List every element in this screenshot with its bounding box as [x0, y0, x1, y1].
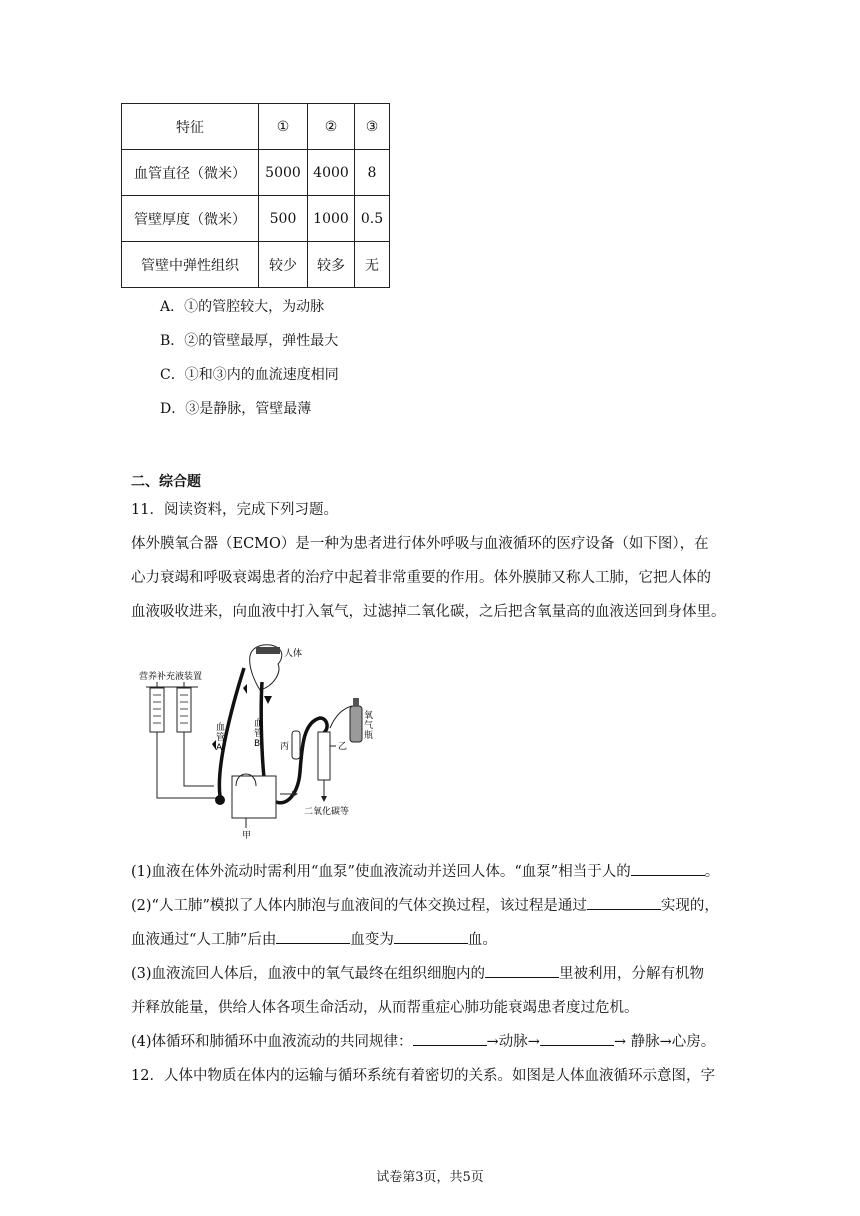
pump-node [215, 795, 225, 805]
answer-blank[interactable] [394, 929, 468, 944]
table-cell: 500 [259, 196, 308, 242]
bing-component [292, 731, 300, 759]
q11-paragraph-line: 血液吸收进来，向血液中打入氧气，过滤掉二氧化碳，之后把含氧量高的血液送回到身体里。 [131, 604, 726, 620]
option-d: D．③是静脉，管壁最薄 [160, 401, 312, 417]
ecmo-diagram [132, 636, 372, 842]
table-header-cell: ③ [355, 104, 390, 150]
oxygen-bottle-icon [350, 706, 362, 742]
table-cell: 5000 [259, 150, 308, 196]
table-cell: 4000 [308, 150, 355, 196]
bing-label: 丙 [280, 742, 290, 752]
q11-sub3-line1: (3)血液流回人体后，血液中的氧气最终在组织细胞内的 里被利用，分解有机物 [131, 962, 704, 983]
table-cell: 8 [355, 150, 390, 196]
table-row [122, 196, 390, 242]
jia-label: 甲 [242, 831, 252, 841]
vessel-a-label: 管 [216, 733, 226, 743]
answer-blank[interactable] [540, 1031, 614, 1046]
section-title: 二、综合题 [131, 474, 201, 490]
table-cell: 管壁厚度（微米） [122, 196, 259, 242]
table-cell: 较少 [259, 242, 308, 288]
oxygen-label: 气 [364, 721, 374, 731]
human-label: 人体 [284, 649, 303, 659]
q11-sub2-line1: (2)“人工肺”模拟了人体内肺泡与血液间的气体交换过程，该过程是通过 实现的， [131, 894, 719, 915]
option-c: C．①和③内的血流速度相同 [160, 367, 339, 383]
answer-blank[interactable] [631, 861, 705, 876]
table-cell: 0.5 [355, 196, 390, 242]
yi-artificial-lung [318, 732, 330, 780]
table-header-row [122, 104, 390, 150]
nutrition-bottle-2 [177, 688, 191, 732]
nutrition-device-label: 营养补充液装置 [139, 672, 203, 682]
q11-paragraph-line: 心力衰竭和呼吸衰竭患者的治疗中起着非常重要的作用。体外膜肺又称人工肺，它把人体的 [131, 570, 711, 586]
co2-label: 二氧化碳等 [304, 807, 350, 817]
table-cell: 管壁中弹性组织 [122, 242, 259, 288]
answer-blank[interactable] [485, 963, 559, 978]
oxygen-label: 氧 [364, 711, 374, 721]
answer-blank[interactable] [276, 929, 350, 944]
table-cell: 1000 [308, 196, 355, 242]
pump-jia [232, 776, 276, 818]
table-row [122, 150, 390, 196]
q11-sub1: (1)血液在体外流动时需利用“血泵”使血液流动并送回人体。“血泵”相当于人的 。 [131, 860, 719, 881]
answer-blank[interactable] [587, 895, 661, 910]
table-cell: 较多 [308, 242, 355, 288]
mask-icon [256, 647, 280, 654]
page-footer: 试卷第3页，共5页 [376, 1170, 484, 1185]
vessel-a-label: 血 [216, 723, 226, 733]
table-header-cell: ② [308, 104, 355, 150]
q12-text: 12．人体中物质在体内的运输与循环系统有着密切的关系。如图是人体血液循环示意图，字 [131, 1068, 715, 1084]
vessel-b-label: 血 [254, 719, 264, 729]
table-cell: 无 [355, 242, 390, 288]
yi-label: 乙 [338, 742, 348, 752]
table-cell: 血管直径（微米） [122, 150, 259, 196]
vessel-b-label: B [254, 739, 261, 749]
option-b: B．②的管壁最厚，弹性最大 [160, 333, 339, 349]
oxygen-label: 瓶 [364, 731, 374, 741]
table-header-cell: 特征 [122, 104, 259, 150]
vessel-a-label: A [216, 743, 223, 753]
table-row [122, 242, 390, 288]
feature-table [121, 103, 390, 288]
nutrition-bottle-1 [150, 688, 164, 732]
q11-paragraph-line: 体外膜氧合器（ECMO）是一种为患者进行体外呼吸与血液循环的医疗设备（如下图），在 [131, 536, 709, 552]
vessel-b-label: 管 [254, 729, 264, 739]
answer-blank[interactable] [413, 1031, 487, 1046]
q11-sub2-line2: 血液通过“人工肺”后由 血变为 血。 [131, 928, 497, 949]
q11-intro: 11．阅读资料，完成下列习题。 [131, 502, 338, 518]
table-header-cell: ① [259, 104, 308, 150]
q11-sub3-line2: 并释放能量，供给人体各项生命活动，从而帮重症心肺功能衰竭患者度过危机。 [131, 1000, 639, 1016]
option-a: A．①的管腔较大，为动脉 [160, 299, 325, 315]
q11-sub4: (4)体循环和肺循环中血液流动的共同规律： →动脉→ → 静脉→心房。 [131, 1030, 715, 1051]
